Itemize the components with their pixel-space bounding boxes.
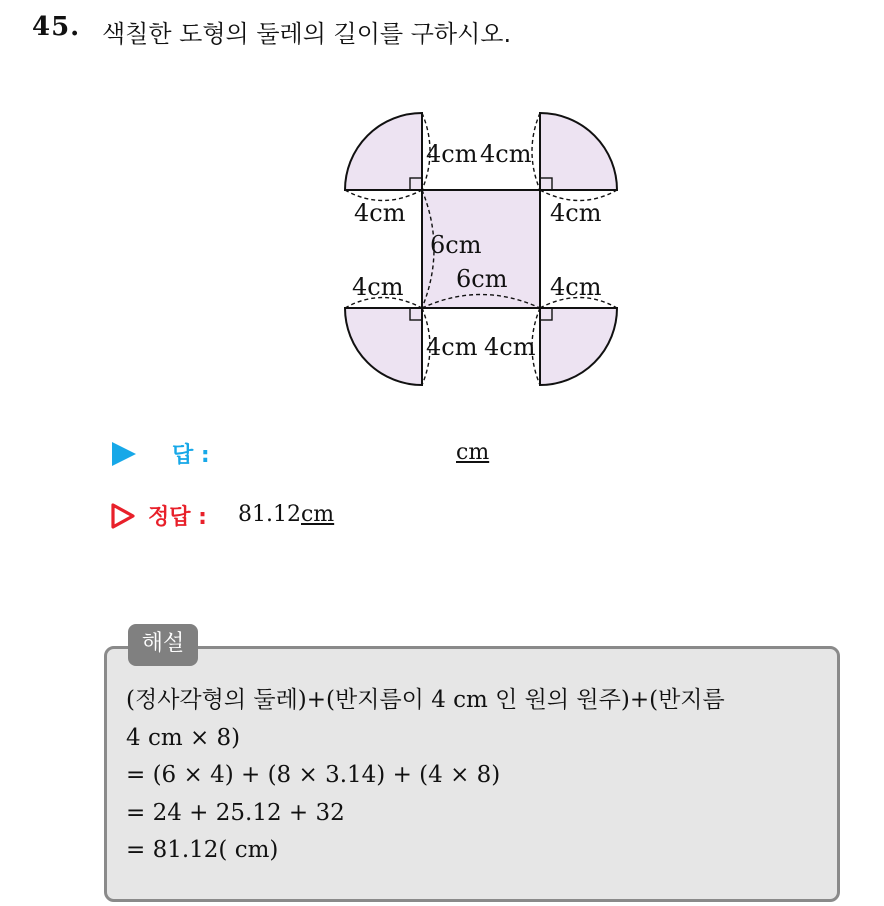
- solution-line: 4 cm × 8): [126, 724, 241, 751]
- label-bottom-left-vertical: 4cm: [426, 333, 478, 361]
- solution-line: = (6 × 4) + (8 × 3.14) + (4 × 8): [126, 762, 501, 788]
- solution-line: = 81.12( cm): [126, 837, 279, 863]
- solution-line: (정사각형의 둘레)+(반지름이 4 cm 인 원의 원주)+(반지름: [126, 687, 725, 713]
- label-bottom-right-vertical: 4cm: [484, 333, 536, 361]
- answer-label: 답 :: [172, 443, 210, 468]
- solution-lines: [126, 682, 826, 870]
- label-square-horizontal: 6cm: [456, 265, 508, 293]
- correct-answer-value: 81.12: [238, 502, 301, 527]
- label-top-right-vertical: 4cm: [480, 140, 532, 168]
- correct-answer-value-group: [238, 502, 334, 527]
- correct-answer-row: [108, 498, 608, 534]
- play-outline-icon: [110, 502, 136, 530]
- play-icon: [112, 442, 136, 466]
- question-text: 색칠한 도형의 둘레의 길이를 구하시오.: [102, 20, 512, 48]
- question-number: 45.: [32, 12, 81, 42]
- label-left-lower-horizontal: 4cm: [352, 273, 404, 301]
- label-right-upper-horizontal: 4cm: [550, 199, 602, 227]
- answer-unit: cm: [456, 440, 490, 465]
- label-top-left-vertical: 4cm: [426, 140, 478, 168]
- correct-answer-label: 정답 :: [148, 505, 207, 530]
- label-right-lower-horizontal: 4cm: [550, 273, 602, 301]
- solution-tag: 해설: [128, 624, 198, 666]
- answer-row: [108, 436, 608, 472]
- shaded-figure: [330, 105, 630, 405]
- label-square-vertical: 6cm: [430, 231, 482, 259]
- label-left-upper-horizontal: 4cm: [354, 199, 406, 227]
- correct-answer-unit: cm: [300, 502, 335, 527]
- solution-line: = 24 + 25.12 + 32: [126, 799, 345, 826]
